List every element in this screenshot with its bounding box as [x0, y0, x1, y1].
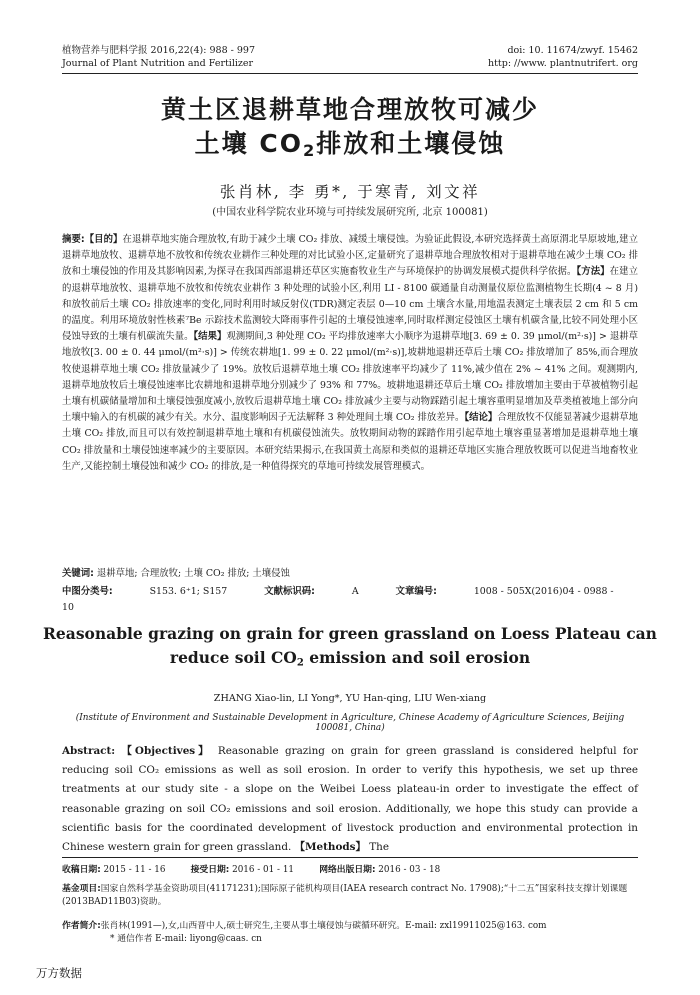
footnote-dates: 收稿日期: 2015 - 11 - 16 接受日期: 2016 - 01 - 11 网络出版日期: 2016 - 03 - 18 — [62, 865, 441, 875]
header-rule — [62, 73, 638, 74]
keywords-cn: 关键词: 退耕草地; 合理放牧; 土壤 CO₂ 排放; 土壤侵蚀 — [62, 568, 290, 579]
running-header-line2 — [62, 57, 638, 70]
journal-name-en: Journal of Plant Nutrition and Fertilizer — [62, 58, 254, 69]
watermark: 万方数据 — [36, 966, 82, 980]
abstract-en: Abstract: 【Objectives】 Reasonable grazing on grain for green grassland is considered helpful for reducing soil CO₂ emissions as well as soil erosion. In order to verify this hypothesis, we set up three treatments at our study site - a slope on the Weibei Loess plateau-in order to investigate the effect of reasonable grazing on soil CO₂ emissions and soil erosion. Additionally, we hope this study can provide a scientific basis for the coordinated development of livestock production and environmental protection in Chinese western grain for green grassland. 【Methods】 The — [62, 745, 638, 854]
running-header-line1 — [62, 44, 638, 57]
footnote-funding: 基金项目:国家自然科学基金资助项目(41171231);国际原子能机构项目(IAEA research contract No. 17908);“十二五”国家科技支撑计划课题(2013BAD11B03)资助。 — [62, 884, 628, 908]
doi: doi: 10. 11674/zwyf. 15462 — [507, 45, 638, 56]
authors-cn: 张肖林, 李 勇*, 于寒青, 刘文祥 — [219, 183, 481, 201]
corresponding-author: * 通信作者 E-mail: liyong@caas. cn — [110, 934, 262, 945]
affiliation-cn: (中国农业科学院农业环境与可持续发展研究所, 北京 100081) — [212, 207, 488, 218]
affiliation-en: (Institute of Environment and Sustainable Development in Agriculture, Chinese Academy of Agriculture Sciences, Beijing 100081, China) — [75, 713, 625, 733]
footnote-rule — [62, 857, 638, 858]
title-en-line1: Reasonable grazing on grain for green grassland on Loess Plateau can — [43, 624, 657, 643]
title-en-line2: reduce soil $CO_2$ emission and soil erosion — [169, 648, 531, 669]
title-cn-line2: 土壤 $CO_2$排放和土壤侵蚀 — [194, 129, 506, 161]
abstract-cn: 摘要:【目的】在退耕草地实施合理放牧,有助于减少土壤 CO₂ 排放、减缓土壤侵蚀。为验证此假设,本研究选择黄土高原渭北旱原坡地,建立退耕草地放牧、退耕草地不放牧和传统农业耕作三种处理的对比试验小区,定量研究了退耕草地合理放牧相对于退耕草地在减少土壤 CO₂ 排放和土壤侵蚀的作用及其影响因素,为探寻在我国西部退耕还草区实施畜牧业生产与环境保护的协调发展模式提供科学依据。【方法】在建立的退耕草地放牧、退耕草地不放牧和传统农业耕作 3 种处理的试验小区,利用 LI - 8100 碳通量自动测量仪原位监测植物生长期(4 ~ 8 月)和放牧前后土壤 CO₂ 排放速率的变化,同时利用时域反射仪(TDR)测定表层 0—10 cm 土壤含水量,用地温表测定土壤表层 2 cm 和 5 cm 的温度。利用环境放射性核素⁷Be 示踪技术监测较大降雨事件引起的土壤侵蚀速率,同时取样测定侵蚀区土壤有机碳含量,比较不同处理小区侵蚀导致的土壤有机碳流失量。【结果】观测期间,3 种处理 CO₂ 平均排放速率大小顺序为退耕草地[3. 69 ± 0. 39 μmol/(m²·s)] > 退耕草地放牧[3. 00 ± 0. 44 μmol/(m²·s)] > 传统农耕地[1. 99 ± 0. 22 μmol/(m²·s)],坡耕地退耕还草后土壤 CO₂ 排放增加了 85%,而合理放牧使退耕草地土壤 CO₂ 排放量减少了 19%。放牧后退耕草地土壤 CO₂ 排放速率平均减少了 11%,减少值在 2% ~ 41% 之间。观测期内,退耕草地放牧后土壤侵蚀速率比农耕地和退耕草地分别减少了 93% 和 77%。坡耕地退耕还草后土壤 CO₂ 排放增加主要由于草被植物引起土壤有机碳储量增加和土壤侵蚀强度减小,放牧后退耕草地土壤 CO₂ 排放减少主要与动物踩踏引起土壤容重明显增加及草类植被地上部分向土壤中输入的有机碳的减少有关。水分、温度影响因子无法解释 3 种处理间土壤 CO₂ 排放差异。【结论】合理放牧不仅能显著减少退耕草地土壤 CO₂ 排放,而且可以有效控制退耕草地土壤和有机碳侵蚀流失。放牧期间动物的踩踏作用引起草地土壤容重显著增加是退耕草地土壤 CO₂ 排放量和土壤侵蚀速率减少的主要原因。本研究结果揭示,在我国黄土高原和类似的退耕还草地区实施合理放牧既可以促进当地畜牧业生产,又能控制土壤侵蚀和减少 CO₂ 的排放,是一种值得探究的草地可持续发展管理模式。 — [62, 234, 638, 472]
journal-citation-cn: 植物营养与肥料学报 2016,22(4): 988 - 997 — [62, 45, 255, 56]
classification-info: 中图分类号: S153. 6⁺1; S157 文献标识码: A 文章编号: 1008 - 505X(2016)04 - 0988 - 10 — [62, 586, 614, 613]
title-cn-line1: 黄土区退耕草地合理放牧可减少 — [160, 95, 539, 124]
authors-en: ZHANG Xiao-lin, LI Yong*, YU Han-qing, LIU Wen-xiang — [213, 693, 487, 704]
footnote-author: 作者简介:张肖林(1991—),女,山西晋中人,硕士研究生,主要从事土壤侵蚀与碳循环研究。E-mail: zxl19911025@163. com * 通信作者 E-mail: liyong@caas. cn — [62, 920, 652, 947]
journal-url: http: //www. plantnutrifert. org — [488, 58, 638, 69]
